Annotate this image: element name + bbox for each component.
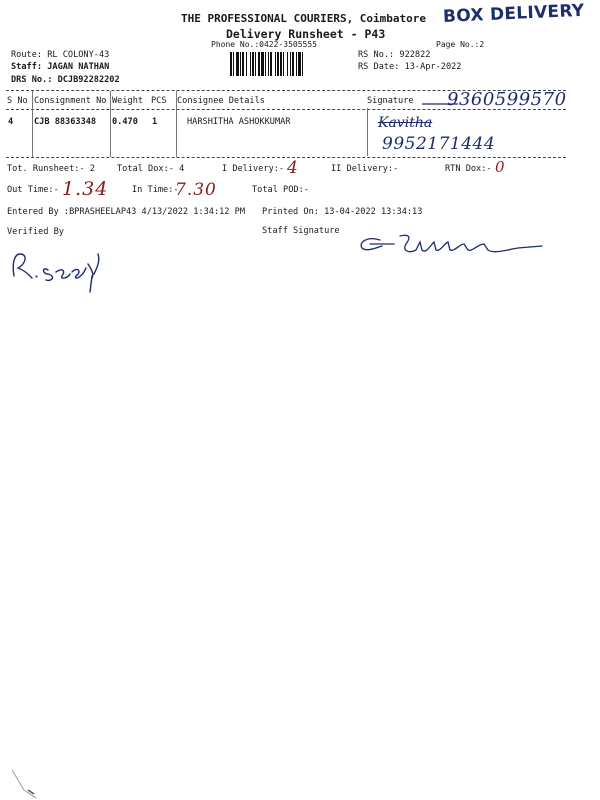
total-pod: Total POD:- (252, 185, 309, 195)
row-consignment: CJB 88363348 (34, 117, 97, 127)
col-consignment: Consignment No (34, 96, 107, 106)
staff-signature-label: Staff Signature (262, 226, 340, 236)
row-pcs: 1 (152, 117, 158, 127)
phone-number: Phone No.:0422-3505555 (211, 40, 317, 49)
staff-signature-image (350, 228, 550, 264)
col-divider (176, 91, 177, 157)
tot-runsheet: Tot. Runsheet:- 2 (7, 164, 95, 174)
ii-delivery-label: II Delivery:- (331, 164, 399, 174)
i-delivery-value: 4 (287, 158, 298, 178)
runsheet-title: Delivery Runsheet - P43 (226, 27, 386, 41)
verified-by-label: Verified By (7, 227, 64, 237)
handwritten-signature: Kavitha (378, 115, 433, 131)
printed-on: Printed On: 13-04-2022 13:34:13 (262, 207, 423, 217)
col-signature: Signature (367, 96, 414, 106)
table-bottom-rule (6, 157, 566, 158)
col-weight: Weight (112, 96, 144, 106)
signature-strike-mark (420, 100, 460, 108)
rtn-dox-value: 0 (495, 158, 505, 176)
page-number: Page No.:2 (436, 40, 485, 49)
col-sno: S No (7, 96, 28, 106)
row-sno: 4 (8, 117, 14, 127)
col-consignee: Consignee Details (177, 96, 265, 106)
handwritten-phone-2: 9952171444 (382, 134, 496, 154)
in-time-label: In Time:- (132, 185, 179, 195)
out-time-value: 1.34 (62, 178, 109, 200)
col-divider (110, 91, 111, 157)
drs-number: DRS No.: DCJB92282202 (11, 75, 120, 85)
box-delivery-stamp: BOX DELIVERY (442, 0, 585, 27)
out-time-label: Out Time:- (7, 185, 59, 195)
verifier-signature-image (8, 246, 118, 296)
company-name: THE PROFESSIONAL COURIERS, Coimbatore (181, 12, 427, 25)
total-dox: Total Dox:- 4 (117, 164, 185, 174)
row-consignee: HARSHITHA ASHOKKUMAR (187, 117, 291, 127)
handwritten-phone-1: 9360599570 (447, 89, 567, 110)
barcode-image (230, 52, 332, 76)
staff-label: Staff: JAGAN NATHAN (11, 62, 110, 72)
col-pcs: PCS (151, 96, 167, 106)
in-time-value: 7.30 (175, 180, 217, 200)
entered-by: Entered By :BPRASHEELAP43 4/13/2022 1:34:12 PM (7, 207, 245, 217)
i-delivery-label: I Delivery:- (222, 164, 285, 174)
rtn-dox-label: RTN Dox:- (445, 164, 492, 174)
col-divider (32, 91, 33, 157)
row-weight: 0.470 (112, 117, 138, 127)
corner-scan-mark (10, 760, 40, 800)
rs-number: RS No.: 922822 (358, 50, 431, 60)
rs-date: RS Date: 13-Apr-2022 (358, 62, 462, 72)
col-divider (367, 108, 368, 156)
route-label: Route: RL COLONY-43 (11, 50, 110, 60)
